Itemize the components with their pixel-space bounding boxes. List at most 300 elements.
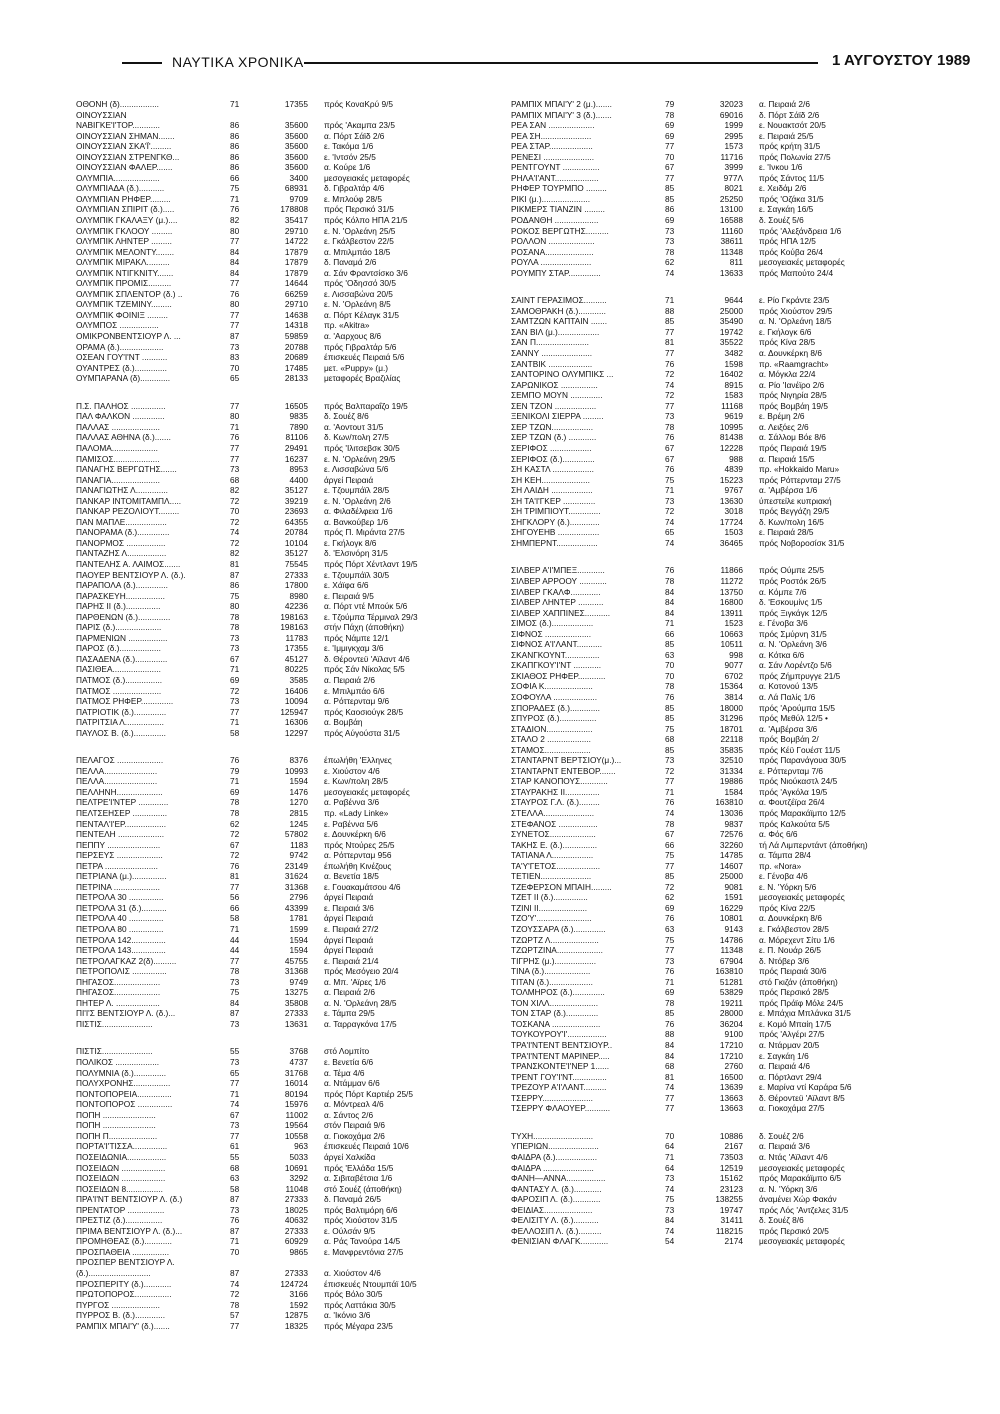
build-year: 56: [230, 892, 240, 903]
ship-row: [76, 675, 488, 686]
tonnage: 11160: [721, 225, 743, 236]
status: πρός 'Αρούμπα 15/5: [759, 702, 835, 713]
build-year: 77: [230, 320, 240, 331]
tonnage: 31368: [284, 966, 308, 977]
build-year: 63: [665, 649, 675, 660]
ship-row: [76, 204, 488, 215]
status: α. Λειξόες 2/6: [759, 421, 809, 432]
status: δ. Σουέζ 5/6: [759, 215, 804, 226]
tonnage: 17879: [284, 257, 308, 268]
build-year: 76: [230, 860, 240, 871]
ship-name: ΡΟΥΜΠΥ ΣΤΑΡ..............: [511, 267, 601, 278]
status: α. Σάν Φραντσίσκο 3/6: [324, 267, 408, 278]
ship-row: [511, 681, 923, 692]
tonnage: 163810: [715, 797, 743, 808]
ship-row: [511, 565, 923, 576]
ship-row: [511, 1131, 923, 1142]
ship-name: ΟΥΜΠΑΡΑΝΑ (δ).............: [76, 373, 171, 384]
tonnage: 73503: [719, 1151, 743, 1162]
ship-name: ΟΙΝΟΥΣΣΙΑΝ ΣΤΡΕΝΓΚΘ...: [76, 151, 180, 162]
ship-row: [76, 373, 488, 384]
tonnage: 32510: [719, 755, 743, 766]
ship-name: ΤΙΝΑ (δ.)....................: [511, 966, 591, 977]
tonnage: 35600: [284, 141, 308, 152]
status: ε. Γκάλβεστον 22/5: [324, 236, 394, 247]
ship-row: [511, 173, 923, 184]
ship-group: [511, 565, 923, 1113]
ship-row: [511, 236, 923, 247]
tonnage: 3482: [724, 348, 743, 359]
ship-row: [511, 257, 923, 268]
tonnage: 15364: [719, 681, 743, 692]
build-year: 64: [665, 1162, 675, 1173]
status: α. Ντάς 'Αϊλαντ 4/6: [759, 1151, 828, 1162]
tonnage: 17355: [284, 643, 308, 654]
ship-name: ΡΕΑ ΣΗ......................: [511, 130, 592, 141]
ship-row: [511, 1072, 923, 1083]
tonnage: 17210: [719, 1050, 743, 1061]
ship-row: [511, 337, 923, 348]
status: πρός Κούβα 26/4: [759, 246, 823, 257]
status: α. Κόμπε 7/6: [759, 586, 807, 597]
status: δ. Κων/πολη 27/5: [324, 432, 389, 443]
build-year: 73: [230, 341, 240, 352]
ship-name: ΡΑΜΠΙΧ ΜΠΑΙ'Υ' (δ.).......: [76, 1320, 170, 1331]
build-year: 77: [230, 442, 240, 453]
status: ε. Νουακτσότ 20/5: [759, 120, 826, 131]
ship-row: [511, 401, 923, 412]
ship-name: ΟΛΥΜΠΙΚ ΣΠΛΕΝΤΟΡ (δ.) ..: [76, 288, 183, 299]
status: πρός 'Αλγέρι 27/5: [759, 1029, 825, 1040]
ship-row: [511, 204, 923, 215]
tonnage: 13630: [719, 495, 743, 506]
status: α. Ραβέννα 3/6: [324, 797, 380, 808]
build-year: 74: [665, 1225, 675, 1236]
build-year: 62: [665, 257, 675, 268]
tonnage: 64355: [284, 516, 308, 527]
ship-name: ΣΙΛΒΕΡ Α'Ι'ΜΠΕΞ............: [511, 565, 605, 576]
build-year: 84: [665, 1215, 675, 1226]
status: δ. Παναμά 2/6: [324, 257, 377, 268]
build-year: 77: [665, 141, 675, 152]
tonnage: 198163: [280, 611, 308, 622]
tonnage: 14786: [719, 934, 743, 945]
ship-row: [76, 422, 488, 433]
ship-row: [76, 1173, 488, 1184]
tonnage: 59859: [284, 331, 308, 342]
ship-name: ΠΑΟΥΕΡ ΒΕΝΤΣΙΟΥΡ Λ. (δ.).: [76, 569, 186, 580]
ship-row: [511, 454, 923, 465]
build-year: 76: [665, 966, 675, 977]
ship-row: [511, 247, 923, 258]
issue-date: 1 ΑΥΓΟΥΣΤΟΥ 1989: [832, 52, 971, 69]
ship-row: [511, 215, 923, 226]
tonnage: 13631: [284, 1018, 308, 1029]
ship-row: [511, 850, 923, 861]
ship-name: ΣΤΑΛΟ 2 ...................: [511, 734, 591, 745]
ship-row: [76, 1247, 488, 1258]
status: πρός 'Ελλάδα 15/5: [324, 1162, 394, 1173]
build-year: 81: [665, 1071, 675, 1082]
ship-name: ΦΑΝΗ—ΑΝΝΑ.................: [511, 1173, 606, 1184]
ship-name: ΣΑΝ ΒΙΛ (μ.)..................: [511, 326, 600, 337]
tonnage: 16014: [284, 1078, 308, 1089]
tonnage: 16229: [719, 902, 743, 913]
status: δ. 'Ελσινόρη 31/5: [324, 548, 388, 559]
tonnage: 22118: [720, 734, 743, 745]
tonnage: 29491: [284, 442, 308, 453]
ship-name: ΤΙΤΑΝ (δ.)...................: [511, 976, 593, 987]
ship-name: ΠΡΙΜΑ ΒΕΝΤΣΙΟΥΡ Λ. (δ.)...: [76, 1225, 183, 1236]
status: α. Ταρραγκόνα 17/5: [324, 1018, 397, 1029]
tonnage: 53829: [719, 987, 743, 998]
ship-name: ΠΑΡΑΣΚΕΥΗ.................: [76, 590, 165, 601]
status: πρός Νάμπε 12/1: [324, 632, 389, 643]
ship-name: ΠΕΤΡΟΛΑ 30 ...............: [76, 892, 164, 903]
tonnage: 1592: [289, 1299, 308, 1310]
ship-name: ΟΙΝΟΥΣΣΙΑΝ ΦΑΛΕΡ.......: [76, 162, 173, 173]
status: ε. Χειδάμ 2/6: [759, 183, 807, 194]
status: πρός ΚοναKρύ 9/5: [324, 99, 393, 109]
ship-row: [511, 162, 923, 173]
ship-name: ΠΕΛΤΣΕΗΣΕΡ ...............: [76, 808, 168, 818]
status: άναμένει Χώρ Φακάν: [759, 1194, 837, 1205]
status: α. Σάλλομ Βόε 8/6: [759, 432, 826, 443]
tonnage: 1594: [289, 934, 308, 945]
build-year: 58: [230, 1183, 240, 1194]
status: α. Ν. 'Ορλεάνη 3/6: [759, 639, 827, 650]
ship-name: ΣΙΛΒΕΡ ΛΗΝΤΕΡ ...........: [511, 597, 604, 608]
status: α. Πειραιά 3/6: [759, 1141, 810, 1152]
build-year: 77: [665, 400, 675, 411]
build-year: 83: [230, 352, 240, 363]
build-year: 69: [665, 120, 675, 131]
build-year: 86: [230, 120, 240, 131]
build-year: 73: [230, 976, 240, 987]
ship-name: ΠΑΝΟΡΜΟΣ .................: [76, 537, 166, 548]
tonnage: 9837: [724, 818, 743, 829]
tonnage: 32023: [719, 99, 743, 109]
status: πρός Μεσόγειο 20/4: [324, 966, 399, 977]
status: α. Χιούστον 4/6: [324, 1267, 381, 1278]
status: α. Πόρτ Σάϊδ 2/6: [324, 130, 385, 141]
build-year: 72: [665, 765, 675, 776]
build-year: 86: [230, 130, 240, 141]
build-year: 71: [230, 776, 240, 787]
tonnage: 2815: [289, 808, 308, 818]
ship-name: ΤΖΙΝΙ ΙΙ.....................: [511, 902, 588, 913]
ship-row: [76, 1205, 488, 1216]
build-year: 78: [230, 808, 240, 818]
build-year: 76: [665, 797, 675, 808]
status: πρός Βομβάη 19/5: [759, 400, 828, 411]
build-year: 86: [230, 151, 240, 162]
ship-row: [511, 871, 923, 882]
status: α. Μόρεχεντ Σίτυ 1/6: [759, 934, 835, 945]
ship-name: ΟΛΥΜΠΙΚ ΠΡΟΜΙΣ..........: [76, 278, 172, 289]
build-year: 75: [230, 987, 240, 998]
ship-name: ΣΤΕΛΛΑ......................: [511, 808, 595, 818]
tonnage: 10995: [719, 421, 743, 432]
ship-name: ΦΑΝΤΑΣΥ Λ. (δ.)............: [511, 1183, 602, 1194]
build-year: 66: [230, 902, 240, 913]
status: ε. Π. Νουάρ 26/5: [759, 945, 822, 956]
ship-row: [76, 829, 488, 840]
ship-row: [76, 808, 488, 819]
tonnage: 3400: [289, 172, 308, 183]
status: ε. Γκήλογκ 8/6: [324, 537, 377, 548]
status: ε. 'Ινκου 1/6: [759, 162, 803, 173]
tonnage: 17879: [284, 246, 308, 257]
tonnage: 35600: [284, 120, 308, 131]
status: α. 'Αμβέρσα 1/6: [759, 485, 818, 496]
build-year: 71: [665, 485, 675, 496]
ship-row: [511, 411, 923, 422]
build-year: 86: [230, 141, 240, 152]
status: ε. Πειραιά 9/5: [324, 590, 374, 601]
status: α. Δουνκέρκη 8/6: [759, 913, 822, 924]
ship-row: [511, 692, 923, 703]
ship-row: [511, 1173, 923, 1184]
status: ε. Τζουμπάϊλ 28/5: [324, 485, 390, 496]
ship-row: [511, 597, 923, 608]
ship-name: ΠΑΡΘΕΝΩΝ (δ.)..............: [76, 611, 171, 622]
status: ε. Κομό Μπαίη 17/5: [759, 1018, 832, 1029]
status: ε. Γκάλβεστον 28/5: [759, 924, 829, 935]
ship-name: ΣΗ ΛΑΙΔΗ ..................: [511, 485, 593, 496]
ship-name: ΡΕΝΤΓΟΥΝΤ ................: [511, 162, 600, 173]
ship-row: [511, 576, 923, 587]
status: α. Σάν Λορέντζο 5/6: [759, 660, 832, 671]
tonnage: 13275: [284, 987, 308, 998]
ship-name: ΠΑΝ ΜΑΠΛΕ..................: [76, 516, 167, 527]
build-year: 76: [230, 204, 240, 215]
ship-name: ΠΑΝΚΑΡ ΙΝΤΟΜΙΤΑΜΠΛ.....: [76, 495, 182, 506]
ship-row: [511, 840, 923, 851]
status: πρ. «Raamgracht»: [759, 358, 829, 369]
ship-name: ΠΙ'Ι'Σ ΒΕΝΤΣΙΟΥΡ Λ. (δ.)...: [76, 1008, 176, 1019]
tonnage: 75545: [284, 558, 308, 569]
status: ε. Τζούμπα Τέρμιναλ 29/3: [324, 611, 418, 622]
tonnage: 35127: [284, 548, 308, 559]
tonnage: 51281: [719, 976, 743, 987]
ship-row: [76, 871, 488, 882]
tonnage: 998: [729, 649, 743, 660]
ship-name: ΠΑΝΟΡΑΜΑ (δ.)..............: [76, 527, 170, 538]
ship-row: [511, 1029, 923, 1040]
status: μεσογειακές μεταφορές: [759, 1236, 845, 1247]
tonnage: 9767: [724, 485, 743, 496]
ship-row: [76, 850, 488, 861]
status: ε. 'Ιντσόν 25/5: [324, 151, 376, 162]
build-year: 77: [665, 860, 675, 871]
ship-name: ΠΑΡΑΠΟΛΑ (δ.)..............: [76, 580, 168, 591]
build-year: 65: [665, 527, 675, 538]
tonnage: 3999: [724, 162, 743, 173]
ship-row: [511, 527, 923, 538]
tonnage: 2174: [724, 1236, 743, 1247]
tonnage: 39219: [284, 495, 308, 506]
build-year: 85: [665, 713, 675, 724]
ship-row: [76, 454, 488, 465]
ship-name: ΡΑΜΠΙΧ ΜΠΑΙ'Υ' 2 (μ.).......: [511, 99, 612, 109]
ship-row: [511, 882, 923, 893]
ship-name: ΠΟΠΗ Π.....................: [76, 1130, 158, 1141]
build-year: 66: [665, 628, 675, 639]
tonnage: 4400: [289, 474, 308, 485]
ship-name: ΟΛΥΜΠΙΚ ΤΖΕΜΙΝΥ.........: [76, 299, 172, 310]
status: πρός Περσικό 28/5: [759, 987, 829, 998]
ship-name: ΠΑΤΜΟΣ (δ.)................: [76, 674, 163, 685]
ship-row: [511, 766, 923, 777]
ship-row: [511, 808, 923, 819]
status: μετ. «Puppy» (μ.): [324, 362, 389, 373]
build-year: 73: [230, 632, 240, 643]
build-year: 77: [230, 453, 240, 464]
ship-name: ΣΚΑΝΓΚΟΥΝΤ...............: [511, 649, 600, 660]
build-year: [228, 110, 252, 121]
ship-row: [76, 506, 488, 517]
ship-name: ΣΟΦΟΥΛΑ ...................: [511, 691, 598, 702]
ship-row: [511, 1051, 923, 1062]
build-year: 77: [230, 309, 240, 320]
tonnage: 2167: [724, 1141, 743, 1152]
ship-name: ΠΑΛΟΜΑ....................: [76, 442, 158, 453]
status: πρός Πειραιά 19/5: [759, 442, 827, 453]
ship-name: ΣΥΝΕΤΟΣ....................: [511, 829, 596, 840]
tonnage: 36465: [719, 537, 743, 548]
ship-row: [76, 152, 488, 163]
ship-name: ΤΖΕΤ ΙΙ (δ.)...............: [511, 892, 588, 903]
ship-row: [76, 882, 488, 893]
tonnage: 12297: [284, 727, 308, 738]
ship-name: ΠΡΟΜΗΘΕΑΣ (δ.)............: [76, 1236, 172, 1247]
ship-name: ΟΜΙΚΡΟΝΒΕΝΤΣΙΟΥΡ Λ. ...: [76, 331, 181, 342]
ship-name: ΟΛΥΜΠΙΑΝ ΡΗΦΕΡ.........: [76, 193, 171, 204]
status: ε. Χάϊφα 6/6: [324, 580, 369, 591]
ship-name: ΣΕΡΙΦΟΣ (δ.)..............: [511, 453, 595, 464]
ship-row: [76, 226, 488, 237]
status: α. Φιλαδέλφεια 1/6: [324, 506, 393, 517]
build-year: 72: [665, 881, 675, 892]
ship-group: [76, 99, 488, 384]
ship-name: ΟΣΕΑΝ ΓΟΥ'Ι'ΝΤ ...........: [76, 352, 168, 363]
tonnage: 35417: [284, 215, 308, 226]
build-year: 58: [230, 913, 240, 924]
ship-row: [76, 1268, 488, 1279]
status: πρός Κίνα 28/5: [759, 337, 816, 348]
ship-name: ΣΤΑΥΡΟΣ Γ.Λ. (δ.).........: [511, 797, 600, 808]
ship-row: [511, 745, 923, 756]
tonnage: 7890: [289, 421, 308, 432]
tonnage: 66259: [284, 288, 308, 299]
tonnage: 9077: [724, 660, 743, 671]
ship-row: [511, 1082, 923, 1093]
build-year: 62: [230, 818, 240, 829]
ship-row: [511, 829, 923, 840]
status: πρός 'Οδησσό 30/5: [324, 278, 396, 289]
build-year: 75: [665, 934, 675, 945]
tonnage: 18025: [284, 1204, 308, 1215]
ship-row: [76, 517, 488, 528]
ship-row: [76, 120, 488, 131]
ship-row: [76, 527, 488, 538]
tonnage: 2995: [724, 130, 743, 141]
tonnage: 18325: [284, 1320, 308, 1331]
ship-row: [76, 1120, 488, 1131]
ship-row: [76, 289, 488, 300]
tonnage: 963: [294, 1141, 308, 1152]
build-year: 44: [230, 934, 240, 945]
ship-row: [511, 538, 923, 549]
status: πρός 'Αγκόλα 19/5: [759, 786, 828, 797]
status: α. Τάμπα 28/4: [759, 850, 811, 861]
status: πρός Βομβάη 2/: [759, 734, 819, 745]
tonnage: 57802: [284, 829, 308, 840]
status: πρός Σμύρνη 31/5: [759, 628, 827, 639]
ship-row: [511, 316, 923, 327]
build-year: 84: [665, 607, 675, 618]
status: πρός Αύγούστα 31/5: [324, 727, 400, 738]
ship-name: ΠΑΝΤΑΖΗΣ Λ.................: [76, 548, 167, 559]
ship-row: [511, 755, 923, 766]
build-year: 77: [665, 776, 675, 787]
build-year: 71: [230, 1088, 240, 1099]
status: πρός 'Ιλιτσεβσκ 30/5: [324, 442, 400, 453]
status: πρός Ντούρες 25/5: [324, 839, 395, 850]
publication-title: ΝΑΥΤΙΚΑ ΧΡΟΝΙΚΑ: [172, 54, 304, 70]
tonnage: 138255: [715, 1194, 743, 1205]
ship-name: ΟΛΥΜΠΙΚ ΜΙΡΑΚΛ..........: [76, 257, 170, 268]
status: πρός Π. Μιράντα 27/5: [324, 527, 405, 538]
status: ε. Πειραιά 21/4: [324, 955, 379, 966]
ship-name: ΣΠΟΡΑΔΕΣ (δ.).............: [511, 702, 600, 713]
ship-name: ΣΑΝΝΥ ......................: [511, 348, 593, 359]
tonnage: 17879: [284, 267, 308, 278]
status: α. Βομβάη: [324, 717, 363, 728]
ship-row: [76, 766, 488, 777]
build-year: 77: [230, 1130, 240, 1141]
ship-name: ΝΑΒΙΓΚΕ'Ι'ΤΟΡ............: [76, 120, 160, 131]
tonnage: 14785: [719, 850, 743, 861]
build-year: 72: [665, 369, 675, 380]
status: μεσογειακές μεταφορές: [759, 1162, 845, 1173]
ship-name: ΣΑΙΝΤ ΓΕΡΑΣΙΜΟΣ..........: [511, 295, 607, 306]
status: πρός Χιούστον 31/5: [324, 1215, 398, 1226]
ship-name: ΠΕΛΛΑ.......................: [76, 776, 158, 787]
ship-row: [76, 331, 488, 342]
ship-row: [76, 1289, 488, 1300]
build-year: 84: [230, 267, 240, 278]
build-year: 67: [230, 839, 240, 850]
build-year: 72: [230, 537, 240, 548]
build-year: 71: [230, 193, 240, 204]
ship-name: ΠΕΛΑΓΟΣ ....................: [76, 755, 164, 766]
ship-row: [76, 411, 488, 422]
ship-row: [76, 268, 488, 279]
ship-name: ΡΟΣΑΝΑ.....................: [511, 246, 594, 257]
build-year: 67: [230, 653, 240, 664]
status: α. Δουνκέρκη 8/6: [759, 348, 822, 359]
ship-row: [76, 278, 488, 289]
ship-row: [76, 643, 488, 654]
status: πρός Σάντος 11/5: [759, 172, 825, 183]
ship-name: ΠΙΣΤΙΣ......................: [76, 1046, 153, 1057]
ship-row: [511, 295, 923, 306]
ship-name: ΤΕΤΙΕΝ......................: [511, 871, 592, 882]
ship-row: [76, 1226, 488, 1237]
ship-name: ΤΡΑ'Ι'ΝΤΕΝΤ ΒΕΝΤΣΙΟΥΡ..: [511, 1040, 613, 1051]
